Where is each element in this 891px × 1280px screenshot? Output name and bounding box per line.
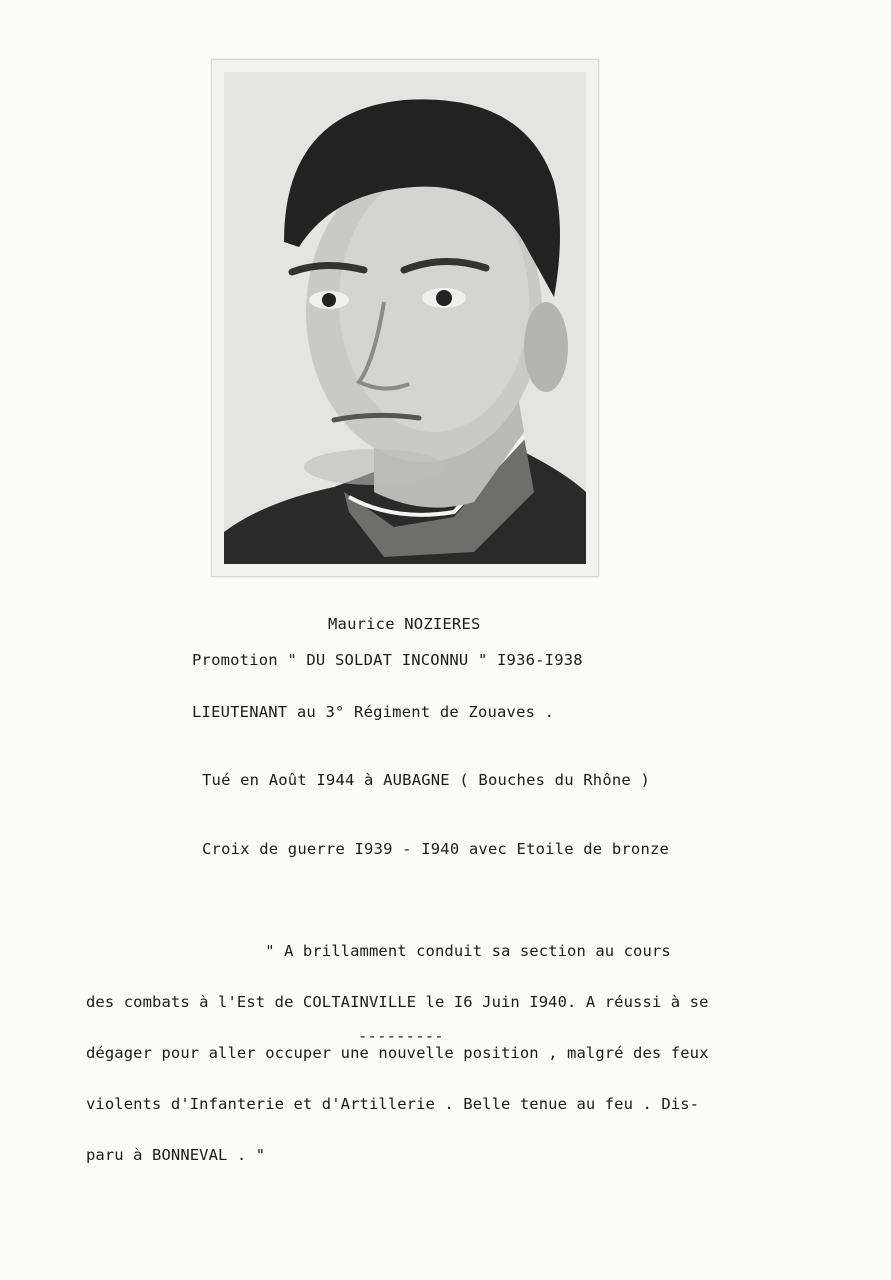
citation-line: violents d'Infanterie et d'Artillerie . Belle tenue au feu . Dis- — [86, 1095, 700, 1113]
citation-line: " A brillamment conduit sa section au cours — [86, 942, 671, 960]
person-name: Maurice NOZIERES — [328, 615, 481, 633]
citation-line: des combats à l'Est de COLTAINVILLE le I6 Juin I940. A réussi à se — [86, 993, 709, 1011]
portrait-illustration — [224, 72, 586, 564]
portrait-photo-frame — [211, 59, 599, 577]
rank-line: LIEUTENANT au 3° Régiment de Zouaves . — [192, 703, 555, 721]
portrait-photo-icon — [224, 72, 586, 564]
death-line: Tué en Août I944 à AUBAGNE ( Bouches du Rhône ) — [202, 771, 650, 789]
citation-block — [86, 909, 786, 1181]
citation-line: paru à BONNEVAL . " — [86, 1146, 266, 1164]
decoration-line: Croix de guerre I939 - I940 avec Etoile de bronze — [202, 840, 670, 858]
citation-line: dégager pour aller occuper une nouvelle position , malgré des feux — [86, 1044, 709, 1062]
separator-line: --------- — [358, 1027, 444, 1045]
promotion-line: Promotion " DU SOLDAT INCONNU " I936-I938 — [192, 651, 583, 669]
